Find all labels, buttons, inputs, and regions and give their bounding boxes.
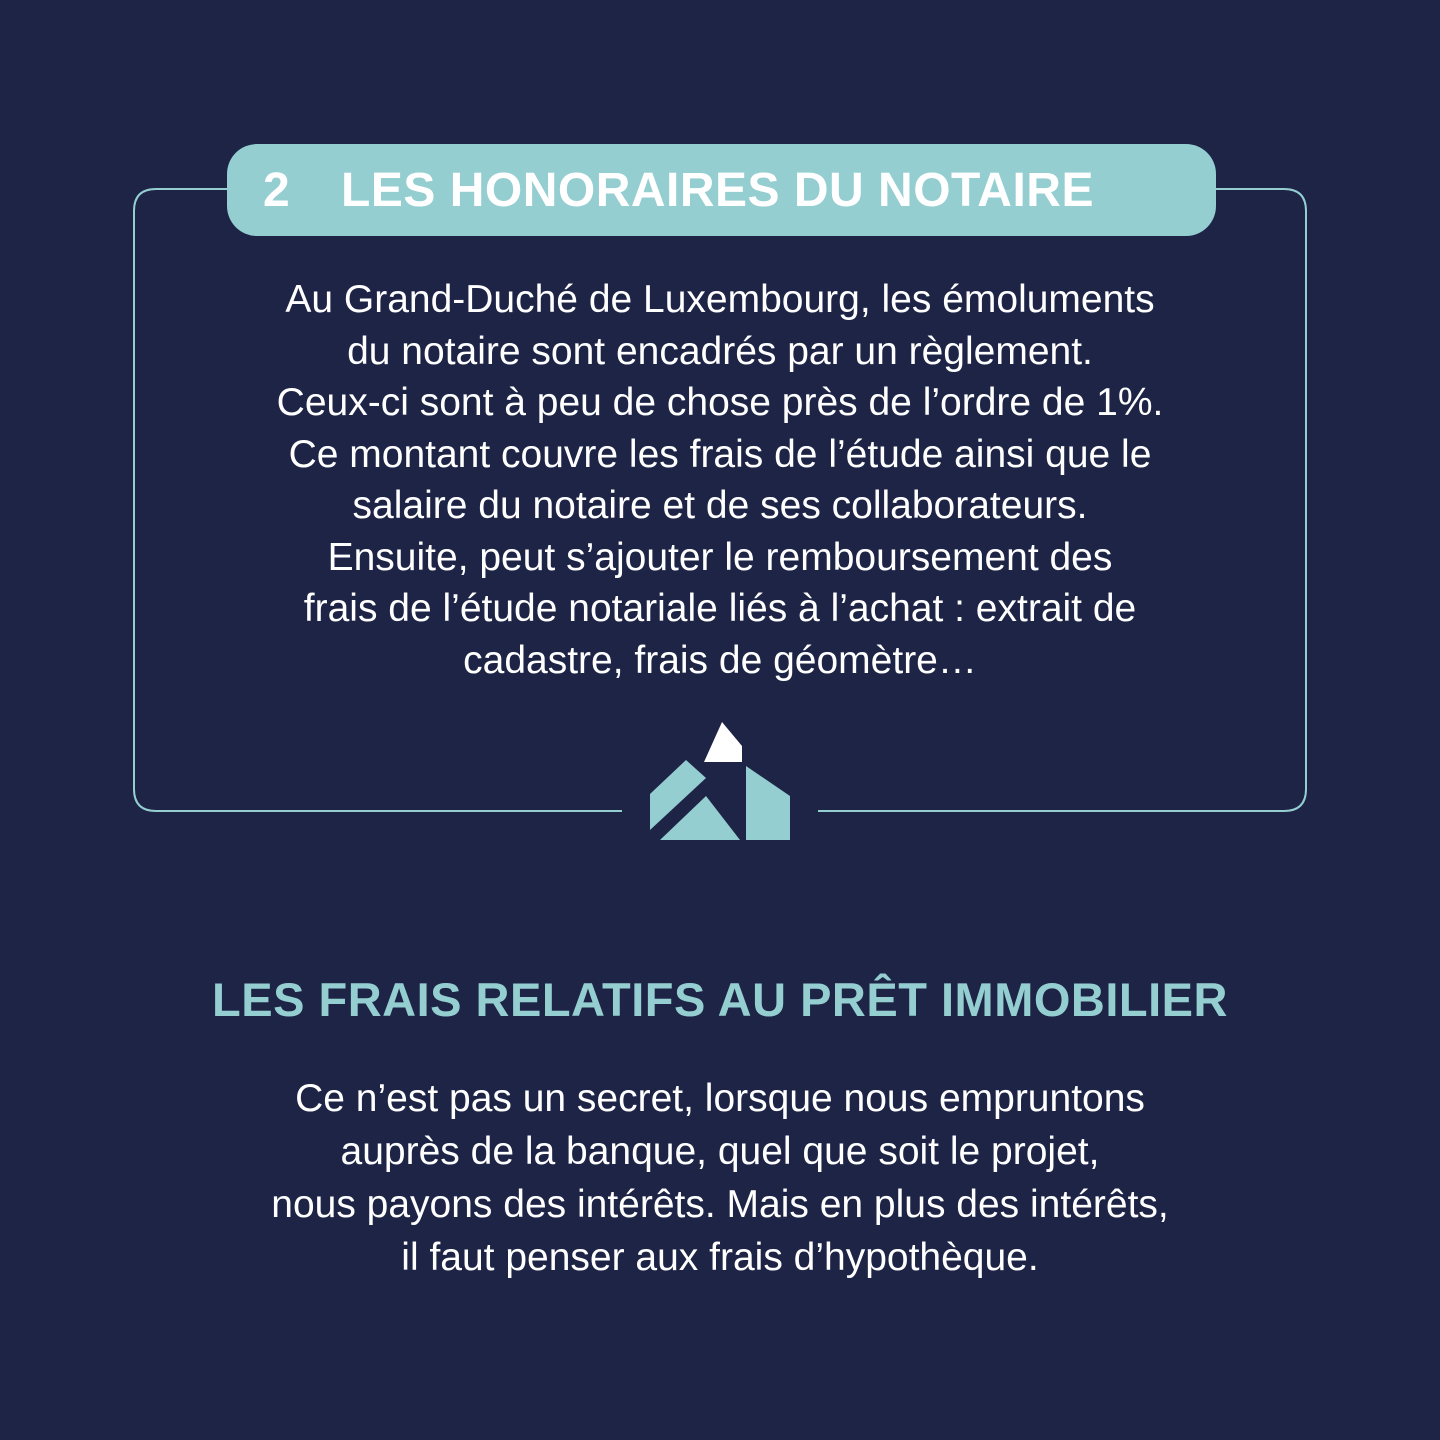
section-title-pill	[227, 144, 1216, 236]
section-paragraph	[160, 274, 1280, 686]
paragraph-line: Ensuite, peut s’ajouter le remboursement des	[327, 535, 1113, 579]
paragraph-line: il faut penser aux frais d’hypothèque.	[401, 1236, 1039, 1279]
paragraph-line: Ceux-ci sont à peu de chose près de l’ordre de 1%.	[276, 381, 1164, 424]
house-logo-icon	[648, 720, 792, 842]
second-section-title: LES FRAIS RELATIFS AU PRÊT IMMOBILIER	[212, 973, 1228, 1026]
paragraph-line: cadastre, frais de géomètre…	[463, 638, 977, 682]
section-number: 2	[263, 163, 291, 217]
paragraph-line: Au Grand-Duché de Luxembourg, les émoluments	[285, 278, 1155, 321]
paragraph-line: Ce montant couvre les frais de l’étude ainsi que le	[288, 432, 1152, 476]
paragraph-line: auprès de la banque, quel que soit le projet,	[340, 1130, 1100, 1173]
second-section-paragraph	[160, 1072, 1280, 1284]
paragraph-line: Ce n’est pas un secret, lorsque nous empruntons	[295, 1077, 1145, 1120]
paragraph-line: du notaire sont encadrés par un règlement.	[347, 329, 1093, 373]
paragraph-line: frais de l’étude notariale liés à l’achat : extrait de	[303, 587, 1137, 630]
paragraph-line: nous payons des intérêts. Mais en plus des intérêts,	[271, 1183, 1169, 1226]
paragraph-line: salaire du notaire et de ses collaborateurs.	[352, 484, 1088, 527]
section-title: LES HONORAIRES DU NOTAIRE	[341, 163, 1094, 217]
